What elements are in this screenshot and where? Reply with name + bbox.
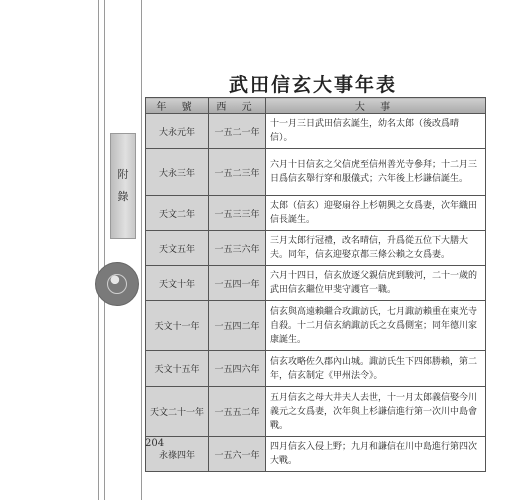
left-rule-1 — [98, 0, 99, 500]
event-cell: 三月太郎行冠禮，改名晴信，升爲從五位下大膳大夫。同年，信玄迎娶京都三條公賴之女爲妻。 — [266, 231, 486, 266]
header-year: 西 元 — [209, 98, 266, 114]
side-tab-char-2: 錄 — [117, 190, 129, 203]
year-cell: 一五三六年 — [209, 231, 266, 266]
chronology-table — [145, 97, 486, 472]
event-cell: 太郎（信玄）迎娶扇谷上杉朝興之女爲妻，次年織田信長誕生。 — [266, 196, 486, 231]
era-cell: 大永元年 — [146, 114, 209, 149]
event-cell: 六月十日信玄之父信虎至信州善光寺參拜；十二月三日爲信玄舉行穿和服儀式；六年後上杉謙信誕生。 — [266, 149, 486, 196]
side-tab-char-1: 附 — [117, 168, 129, 181]
era-cell: 天文十一年 — [146, 301, 209, 351]
event-cell: 信玄與高遠賴繼合攻諏訪氏，七月諏訪賴重在東光寺自殺。十二月信玄納諏訪氏之女爲側室；同年德川家康誕生。 — [266, 301, 486, 351]
year-cell: 一五五二年 — [209, 387, 266, 437]
header-era: 年 號 — [146, 98, 209, 114]
year-cell: 一五二三年 — [209, 149, 266, 196]
event-cell: 十一月三日武田信玄誕生，幼名太郎（後改爲晴信）。 — [266, 114, 486, 149]
left-rule-2 — [104, 0, 105, 500]
year-cell: 一五三三年 — [209, 196, 266, 231]
table-row — [146, 387, 486, 437]
table-row — [146, 266, 486, 301]
table-row — [146, 351, 486, 387]
disc-ornament-icon — [95, 262, 139, 306]
year-cell: 一五四二年 — [209, 301, 266, 351]
left-rule-3 — [141, 0, 142, 500]
event-cell: 信玄攻略佐久郡內山城。諏訪氏生下四郎勝賴，第二年，信玄制定《甲州法令》。 — [266, 351, 486, 387]
table-row — [146, 301, 486, 351]
year-cell: 一五四一年 — [209, 266, 266, 301]
header-event: 大 事 — [266, 98, 486, 114]
era-cell: 大永三年 — [146, 149, 209, 196]
era-cell: 天文五年 — [146, 231, 209, 266]
era-cell: 天文十年 — [146, 266, 209, 301]
table-row — [146, 196, 486, 231]
event-cell: 六月十四日，信玄放逐父親信虎到駿河，二十一歲的武田信玄繼位甲斐守護官一職。 — [266, 266, 486, 301]
era-cell: 天文二十一年 — [146, 387, 209, 437]
year-cell: 一五四六年 — [209, 351, 266, 387]
table-row — [146, 231, 486, 266]
event-cell: 五月信玄之母大井夫人去世，十一月太郎義信娶今川義元之女爲妻，次年與上杉謙信進行第一次川中島會戰。 — [266, 387, 486, 437]
table-row — [146, 437, 486, 472]
table-row — [146, 149, 486, 196]
era-cell: 天文二年 — [146, 196, 209, 231]
year-cell: 一五二一年 — [209, 114, 266, 149]
appendix-side-tab — [110, 133, 136, 239]
table-header-row — [146, 98, 486, 114]
page-title: 武田信玄大事年表 — [228, 74, 397, 96]
page-number: 204 — [145, 438, 165, 449]
table-row — [146, 114, 486, 149]
year-cell: 一五六一年 — [209, 437, 266, 472]
event-cell: 四月信玄入侵上野；九月和謙信在川中島進行第四次大戰。 — [266, 437, 486, 472]
era-cell: 天文十五年 — [146, 351, 209, 387]
era-cell: 永祿四年 — [146, 437, 209, 472]
